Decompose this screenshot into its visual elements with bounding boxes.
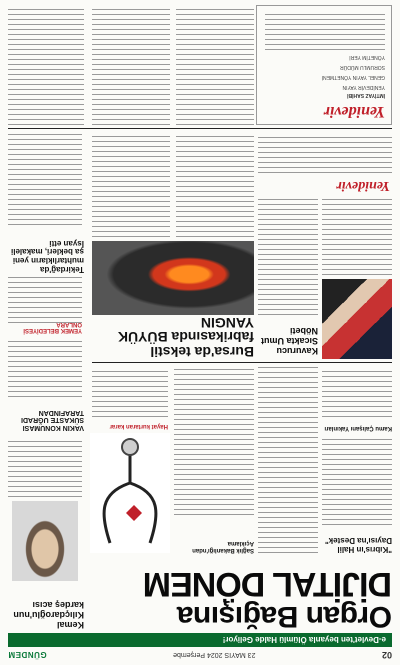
news2-title: VAKIN KONUMASI SÜKASTE UĞRADI TARAFINDAN (20, 408, 84, 431)
top-banner (8, 633, 392, 647)
page-date: 23 MAYIS 2024 Perşembe (173, 651, 256, 659)
colophon-line-2: GENEL YAYIN YÖNETMENİ (321, 74, 385, 80)
divider-bottom (8, 128, 392, 129)
fire-title: Bursa'da tekstil fabrikasında BÜYÜK YANGIN (117, 314, 254, 360)
stethoscope-photo (90, 433, 170, 553)
col4-text (92, 367, 168, 417)
headline-bottom: DİJİTAL DÖNEM (143, 565, 392, 603)
bottom-text-2 (92, 7, 170, 125)
kavurucu-text-1 (322, 195, 392, 275)
left-text-1 (322, 435, 392, 525)
news2-label: YEMEK BELEDİYESİ ONLARA (23, 321, 82, 333)
sub-left-2: Kamu Çalışanı Yakınları (324, 425, 392, 431)
colophon-line-4: YÖNETİM YERİ (349, 54, 385, 60)
fire-text-2 (92, 133, 170, 237)
page-number: 02 (381, 650, 392, 660)
divider-mid (92, 362, 392, 363)
kavurucu-text-2 (258, 195, 318, 315)
sub-mid: Sağlık Bakanlığı'ndan Açıklama (192, 540, 254, 553)
news3-title: Tekirdağ'da muhtarlıkların yeni şa bekleri, makaleli İsyan etti (11, 238, 84, 274)
kavurucu-photo (322, 279, 392, 359)
banner-text: e-Devlet'ten beyanla Ölümlü Halde Geliyor! (222, 635, 386, 645)
col3-text (174, 367, 254, 515)
kavurucu-text-3 (258, 133, 392, 173)
sub-mid-2: Hayat kurtaran karar (109, 423, 168, 429)
kavurucu-title: Kavurucu Sıcakta Umut Nöbeti (260, 326, 318, 356)
headline-top: Organ Bağışına (177, 600, 392, 633)
obit-text (8, 437, 82, 497)
news3-text (8, 133, 82, 225)
colophon-text (265, 12, 385, 50)
lead-headline (92, 567, 392, 631)
sub-left: "Kıbrıs'ın Halil Dayısı'na Destek" (324, 536, 392, 554)
section-label: GÜNDEM (8, 650, 47, 660)
fire-text-1 (176, 133, 254, 237)
colophon-line-1: YENİDEVİR YAYIN (342, 84, 385, 90)
obit-title: Kemal Kılıçdaroğlu'nun kardeş acısı (13, 600, 84, 630)
colophon-box (256, 5, 392, 125)
colophon-title: İMTİYAZ SAHİBİ (347, 92, 385, 98)
kavurucu-logo: Yenidevir (336, 178, 390, 193)
bottom-text-3 (8, 7, 84, 125)
left-text-2 (322, 367, 392, 417)
col2-text (258, 367, 318, 553)
page-header (8, 649, 392, 661)
fire-photo (92, 241, 254, 315)
news2-text-2 (8, 277, 82, 323)
colophon-line-3: SORUMLU MÜDÜR (340, 64, 385, 70)
obit-photo (12, 501, 78, 581)
colophon-logo: Yenidevir (323, 103, 385, 120)
bottom-text-1 (176, 7, 254, 125)
news2-text (8, 337, 82, 397)
